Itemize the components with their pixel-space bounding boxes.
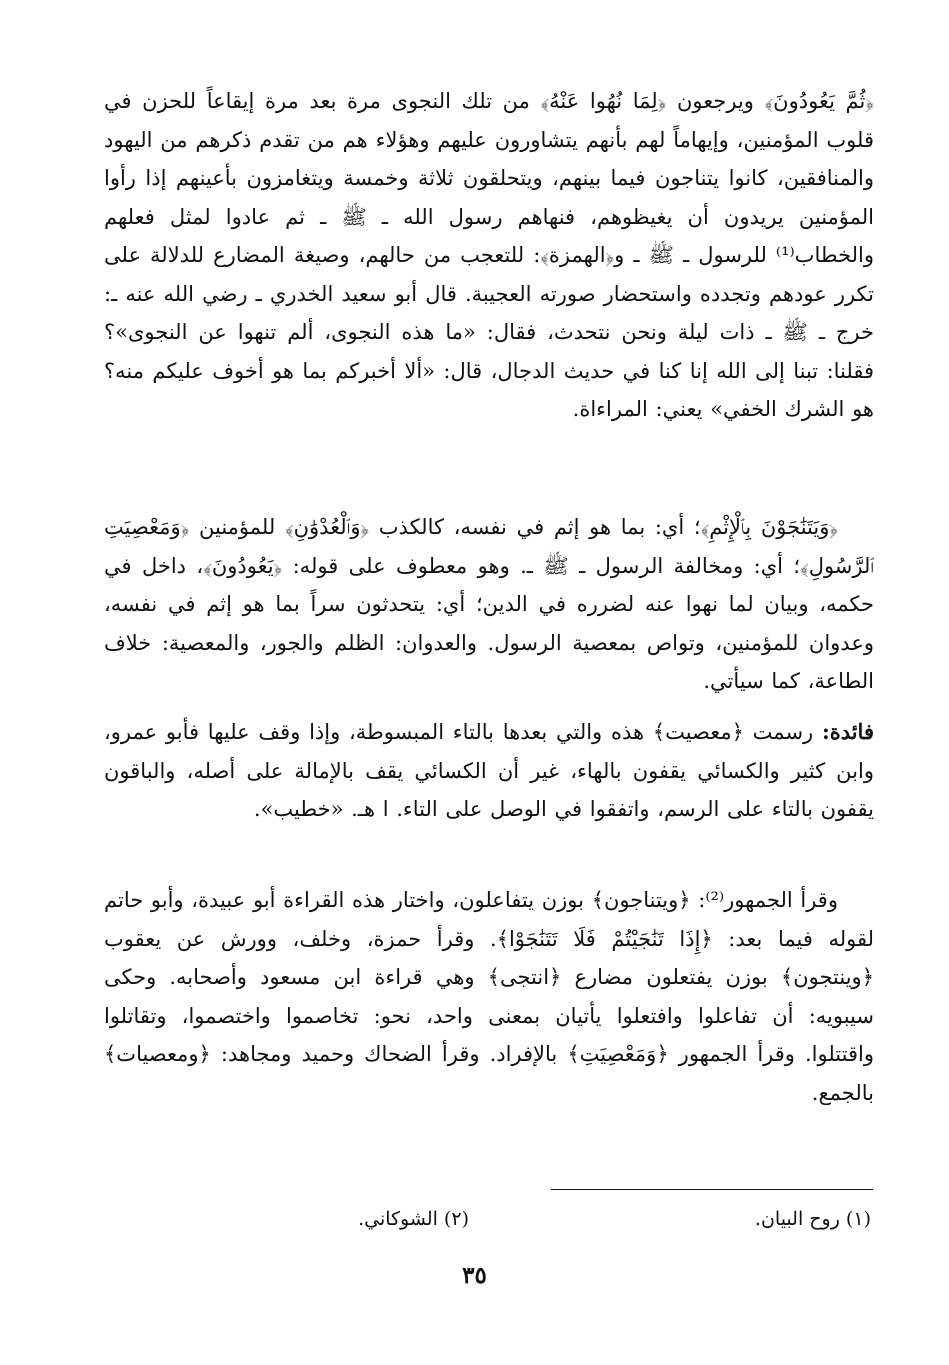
paragraph-2: ﴿وَيَتَنَٰجَوْنَ بِٱلْإِثْمِ﴾؛ أي: بما هو إثم في نفسه، كالكذب ﴿وَٱلْعُدْوَٰنِ﴾ للمؤمنين ﴿وَمَعْصِيَتِ ٱلرَّسُولِ﴾؛ أي: ومخالفة الرسول ـ ﷺ ـ. وهو معطوف على قوله: ﴿يَعُودُونَ﴾، داخل في حكمه، وبيان لما نهوا عنه لضرره في الدين؛ أي: يتحدثون سراً بما هو إثم في نفسه، وعدوان للمؤمنين، وتواص بمعصية الرسول. والعدوان: الظلم والجور، والمعصية: خلاف الطاعة، كما سيأتي. [104, 515, 874, 693]
page-number: ٣٥ [462, 1262, 487, 1289]
paragraph-1: ﴿ثُمَّ يَعُودُونَ﴾ ويرجعون ﴿لِمَا نُهُوا عَنْهُ﴾ من تلك النجوى مرة بعد مرة إيقاعاً للحزن في قلوب المؤمنين، وإيهاماً لهم بأنهم يتشاورون عليهم وهؤلاء هم من تقدم ذكرهم من اليهود والمنافقين، كانوا يتناجون فيما بينهم، ويتحلقون ثلاثة وخمسة ويتغامزون بأعينهم إذا رأوا المؤمنين يريدون أن يغيظوهم، فنهاهم رسول الله ـ ﷺ ـ ثم عادوا لمثل فعلهم والخطاب⁽¹⁾ للرسول ـ ﷺ ـ و﴿الهمزة﴾: للتعجب من حالهم، وصيغة المضارع للدلالة على تكرر عودهم وتجدده واستحضار صورته العجيبة. قال أبو سعيد الخدري ـ رضي الله عنه ـ: خرج ـ ﷺ ـ ذات ليلة ونحن نتحدث، فقال: «ما هذه النجوى، ألم تنهوا عن النجوى»؟ فقلنا: تبنا إلى الله إنا كنا في حديث الدجال، قال: «ألا أخبركم بما هو أخوف عليكم منه؟ هو الشرك الخفي» يعني: المراءاة. [104, 89, 874, 421]
paragraph-note [104, 713, 874, 867]
footnote-2: (٢) الشوكاني. [358, 1208, 469, 1230]
footnote-divider [551, 1189, 873, 1190]
paragraph-4: وقرأ الجمهور⁽²⁾: ﴿ويتناجون﴾ بوزن يتفاعلون، واختار هذه القراءة أبو عبيدة، وأبو حاتم لقوله فيما بعد: ﴿إِذَا تَنَٰجَيْتُمْ فَلَا تَتَنَٰجَوْا﴾. وقرأ حمزة، وخلف، وورش عن يعقوب ﴿وينتجون﴾ بوزن يفتعلون مضارع ﴿انتجى﴾ وهي قراءة ابن مسعود وأصحابه. وحكى سيبويه: أن تفاعلوا وافتعلوا يأتيان بمعنى واحد، نحو: تخاصموا واختصموا، وتقاتلوا واقتتلوا. وقرأ الجمهور ﴿وَمَعْصِيَتِ﴾ بالإفراد. وقرأ الضحاك وحميد ومجاهد: ﴿ومعصيات﴾ بالجمع. [104, 888, 874, 1105]
footnote-1: (١) روح البيان. [754, 1208, 871, 1230]
note-text: رسمت ﴿معصيت﴾ هذه والتي بعدها بالتاء المبسوطة، وإذا وقف عليها فأبو عمرو، وابن كثير والكسائي يقفون بالهاء، غير أن الكسائي يقف بالإمالة على أصله، والباقون يقفون بالتاء على الرسم، واتفقوا في الوصل على التاء. ا هـ. «خطيب». [104, 720, 874, 821]
note-label: فائدة: [821, 719, 874, 744]
page-body [104, 82, 874, 1112]
